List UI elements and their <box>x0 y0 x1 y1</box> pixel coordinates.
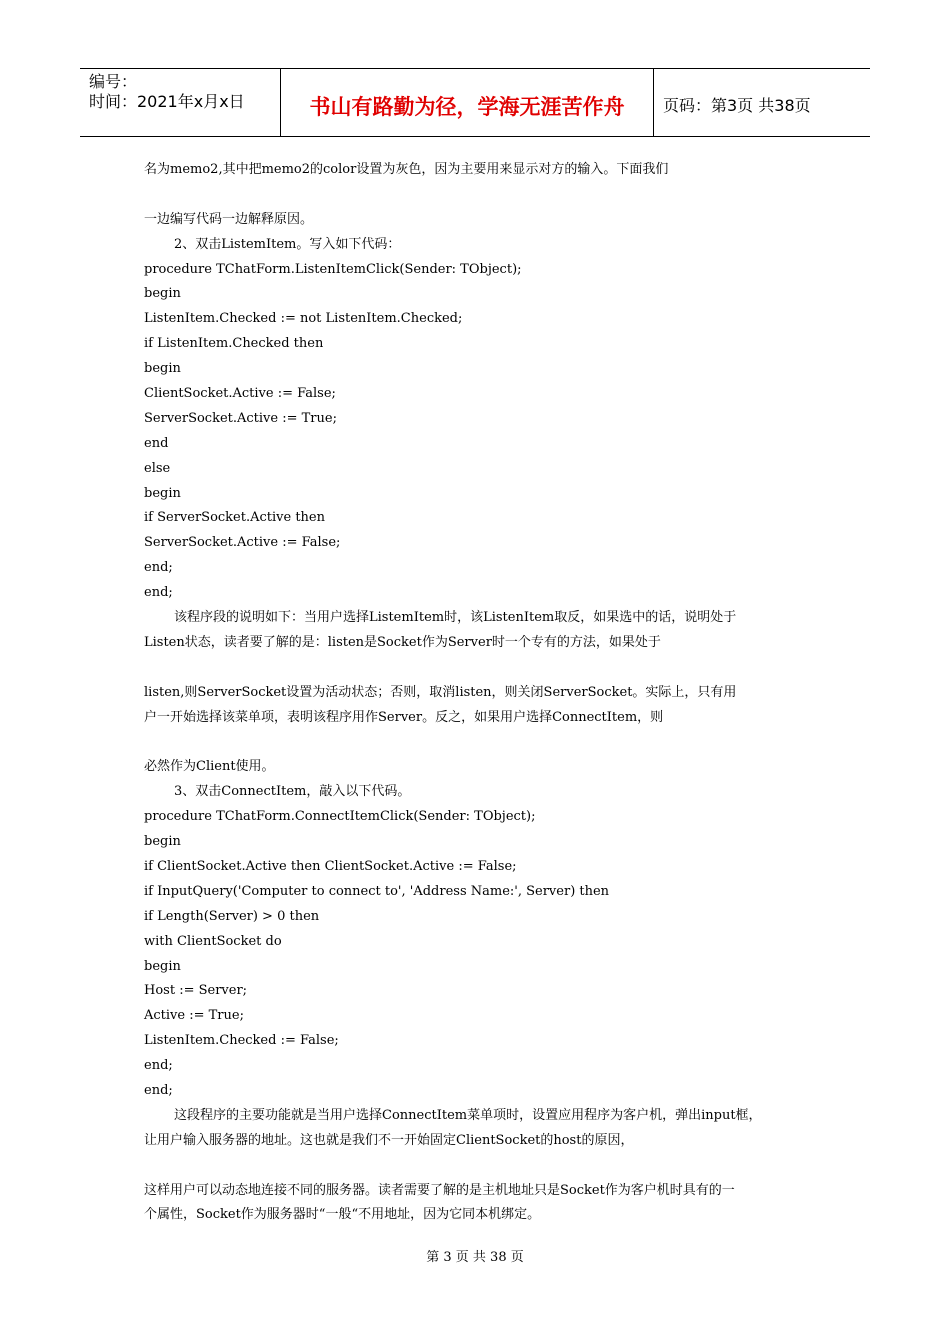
text-line: Host := Server; <box>144 983 248 999</box>
text-line: 名为memo2,其中把memo2的color设置为灰色，因为主要用来显示对方的输入。下面我们 <box>144 162 669 177</box>
text-line: else <box>144 460 171 476</box>
text-line: ListenItem.Checked := not ListenItem.Checked; <box>144 311 463 327</box>
blank-line <box>144 730 824 755</box>
text-line: if ServerSocket.Active then <box>144 510 325 526</box>
text-line: 一边编写代码一边解释原因。 <box>144 211 314 227</box>
text-line: Listen状态，读者要了解的是：listen是Socket作为Server时一个专有的方法，如果处于 <box>144 634 661 650</box>
text-line: 必然作为Client使用。 <box>144 759 275 775</box>
text-line: end; <box>144 585 173 601</box>
text-line: ClientSocket.Active := False; <box>144 386 336 402</box>
blank-line <box>144 656 824 681</box>
text-line: if InputQuery('Computer to connect to', 'Address Name:', Server) then <box>144 883 610 899</box>
text-line: end; <box>144 1058 173 1074</box>
text-line: begin <box>144 286 181 302</box>
text-line: if ClientSocket.Active then ClientSocket.Active := False; <box>144 858 517 874</box>
text-line: procedure TChatForm.ListenItemClick(Sender: TObject); <box>144 261 522 277</box>
header-page-info: 页码：第3页 共38页 <box>663 96 811 115</box>
text-line: begin <box>144 834 181 850</box>
text-line: with ClientSocket do <box>144 933 282 949</box>
text-line: 个属性，Socket作为服务器时“一般“不用地址，因为它同本机绑定。 <box>144 1207 541 1223</box>
text-line: 2、双击ListemItem。写入如下代码： <box>174 236 401 252</box>
page-footer: 第 3 页 共 38 页 <box>426 1250 524 1265</box>
document-body <box>144 158 824 1228</box>
text-line: ListenItem.Checked := False; <box>144 1033 339 1049</box>
text-line: if Length(Server) > 0 then <box>144 908 320 924</box>
text-line: ServerSocket.Active := False; <box>144 535 341 551</box>
number-label: 编号： <box>89 72 138 91</box>
text-line: begin <box>144 361 181 377</box>
text-line: 这样用户可以动态地连接不同的服务器。读者需要了解的是主机地址只是Socket作为客户机时具有的一 <box>144 1182 735 1198</box>
text-line: Active := True; <box>144 1008 244 1024</box>
text-line: 这段程序的主要功能就是当用户选择ConnectItem菜单项时，设置应用程序为客户机，弹出input框， <box>174 1107 762 1123</box>
page-header <box>80 68 870 137</box>
text-line: 3、双击ConnectItem，敲入以下代码。 <box>174 784 411 800</box>
text-line: end; <box>144 1082 173 1098</box>
blank-line <box>144 183 824 208</box>
blank-line <box>144 1154 824 1179</box>
time-label: 时间：2021年x月x日 <box>89 92 245 111</box>
text-line: begin <box>144 485 181 501</box>
text-line: 户一开始选择该菜单项，表明该程序用作Server。反之，如果用户选择ConnectItem，则 <box>144 709 664 725</box>
text-line: ServerSocket.Active := True; <box>144 410 337 426</box>
header-motto: 书山有路勤为径，学海无涯苦作舟 <box>281 69 654 136</box>
text-line: end <box>144 435 169 451</box>
text-line: 该程序段的说明如下：当用户选择ListemItem时，该ListenItem取反，如果选中的话，说明处于 <box>174 610 737 626</box>
text-line: if ListenItem.Checked then <box>144 336 324 352</box>
header-meta <box>80 69 281 136</box>
text-line: begin <box>144 958 181 974</box>
text-line: listen,则ServerSocket设置为活动状态；否则，取消listen，则关闭ServerSocket。实际上，只有用 <box>144 684 737 700</box>
text-line: end; <box>144 560 173 576</box>
text-line: procedure TChatForm.ConnectItemClick(Sender: TObject); <box>144 809 536 825</box>
text-line: 让用户输入服务器的地址。这也就是我们不一开始固定ClientSocket的host的原因， <box>144 1132 634 1148</box>
